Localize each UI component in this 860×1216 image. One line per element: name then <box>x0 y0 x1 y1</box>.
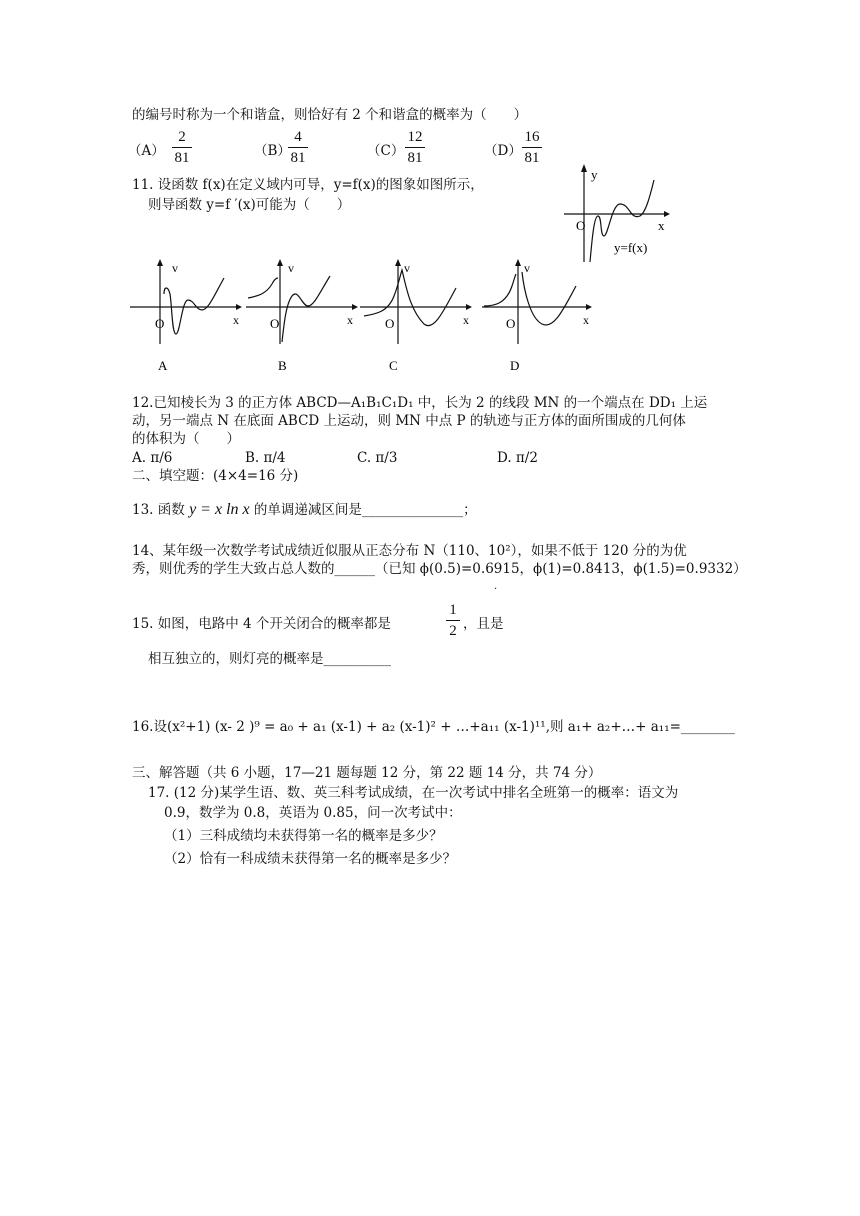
q13-line <box>132 501 477 519</box>
q12-option-a: A. π/6 <box>132 450 173 466</box>
q11-main-graph <box>560 160 680 270</box>
q15-fraction <box>446 601 460 640</box>
q11-d-y-label: v <box>524 261 530 275</box>
q11-a-x-label: x <box>233 313 239 327</box>
q11-b-y-label: v <box>288 261 294 275</box>
q12-line3: 的体积为（ ） <box>132 431 240 447</box>
q17-line2: 0.9，数学为 0.8，英语为 0.85，问一次考试中： <box>164 805 462 821</box>
q10-option-d-den: 81 <box>524 150 540 166</box>
q11-main-caption: y=f(x) <box>614 240 648 255</box>
q10-option-d-num: 16 <box>524 129 540 145</box>
q11-d-letter: D <box>510 358 520 373</box>
q11-line1: 11. 设函数 f(x)在定义域内可导，y=f(x)的图象如图所示， <box>132 177 484 193</box>
section2-heading: 二、填空题：(4×4=16 分) <box>132 468 299 484</box>
q11-a-letter: A <box>158 358 168 373</box>
q12-option-b: B. π/4 <box>245 450 286 466</box>
q11-line2: 则导函数 y=f ′(x)可能为（ ） <box>148 197 351 213</box>
q11-d-x-label: x <box>583 313 589 327</box>
q11-graph-b <box>244 256 364 376</box>
q11-main-x-label: x <box>658 218 665 233</box>
q11-main-y-label: y <box>591 167 598 182</box>
q11-c-origin: O <box>385 316 395 331</box>
q14-line2: 秀，则优秀的学生大致占总人数的______（已知 ϕ(0.5)=0.6915，ϕ(1)=0.8413，ϕ(1.5)=0.9332） <box>132 561 747 577</box>
q15-prefix: 15. 如图，电路中 4 个开关闭合的概率都是 <box>132 616 391 632</box>
q10-text: 的编号时称为一个和谐盒，则恰好有 2 个和谐盒的概率为（ ） <box>132 107 528 123</box>
q14-line1: 14、某年级一次数学考试成绩近似服从正态分布 N（110、10²），如果不低于 120 分的为优 <box>132 543 687 559</box>
q13-formula: y = x ln x <box>189 501 250 518</box>
q10-option-a-label: （A） <box>128 143 165 159</box>
q11-c-y-label: v <box>404 261 410 275</box>
q17-sub2: （2）恰有一科成绩未获得第一名的概率是多少？ <box>164 851 457 867</box>
q10-option-d-label: （D） <box>484 143 522 159</box>
q10-option-a-num: 2 <box>178 129 186 145</box>
q12-line1: 12.已知棱长为 3 的正方体 ABCD—A₁B₁C₁D₁ 中，长为 2 的线段 MN 的一个端点在 DD₁ 上运 <box>132 395 708 411</box>
q10-option-c-fraction <box>405 128 425 167</box>
q11-graph-c <box>358 256 478 376</box>
q16-line: 16.设(x²+1) (x- 2 )⁹ = a₀ + a₁ (x-1) + a₂ (x-1)² + …+a₁₁ (x-1)¹¹,则 a₁+ a₂+…+ a₁₁=________ <box>132 719 735 735</box>
q12-option-d: D. π/2 <box>497 450 538 466</box>
q11-b-x-label: x <box>347 313 353 327</box>
q13-prefix: 13. 函数 <box>132 502 190 518</box>
q10-option-a-den: 81 <box>174 150 190 166</box>
q17-sub1: （1）三科成绩均未获得第一名的概率是多少？ <box>164 828 443 844</box>
q11-graph-a <box>128 256 248 376</box>
q10-option-c-num: 12 <box>407 129 423 145</box>
q14-dot: . <box>494 581 498 592</box>
q10-option-b-fraction <box>288 128 308 167</box>
q11-a-y-label: v <box>172 261 178 275</box>
q10-option-b-label: （B） <box>254 143 291 159</box>
q15-suffix: ，且是 <box>463 616 504 632</box>
q11-b-origin: O <box>270 316 280 331</box>
q10-option-d-fraction <box>522 128 542 167</box>
q17-line1: 17. (12 分)某学生语、数、英三科考试成绩，在一次考试中排名全班第一的概率：语文为 <box>148 785 679 801</box>
q10-option-a-fraction <box>172 128 192 167</box>
q12-option-c: C. π/3 <box>357 450 398 466</box>
q10-option-b-num: 4 <box>294 129 302 145</box>
q12-line2: 动，另一端点 N 在底面 ABCD 上运动，则 MN 中点 P 的轨迹与正方体的面所围成的几何体 <box>132 413 686 429</box>
q11-main-origin: O <box>576 218 586 233</box>
q10-option-b-den: 81 <box>290 150 306 166</box>
q11-d-origin: O <box>506 316 516 331</box>
q13-suffix: 的单调递减区间是_______________； <box>249 502 477 518</box>
q15-frac-den: 2 <box>449 623 457 639</box>
q11-graph-d <box>480 256 600 376</box>
q11-a-origin: O <box>155 316 165 331</box>
q11-b-letter: B <box>278 358 287 373</box>
q11-c-letter: C <box>389 358 398 373</box>
q15-line2: 相互独立的，则灯亮的概率是__________ <box>148 651 391 667</box>
q11-c-x-label: x <box>463 313 469 327</box>
section3-heading: 三、解答题（共 6 小题，17—21 题每题 12 分，第 22 题 14 分，共 74 分） <box>132 765 602 781</box>
q10-option-c-label: （C） <box>367 143 405 159</box>
q10-option-c-den: 81 <box>407 150 423 166</box>
q15-frac-num: 1 <box>449 602 457 618</box>
